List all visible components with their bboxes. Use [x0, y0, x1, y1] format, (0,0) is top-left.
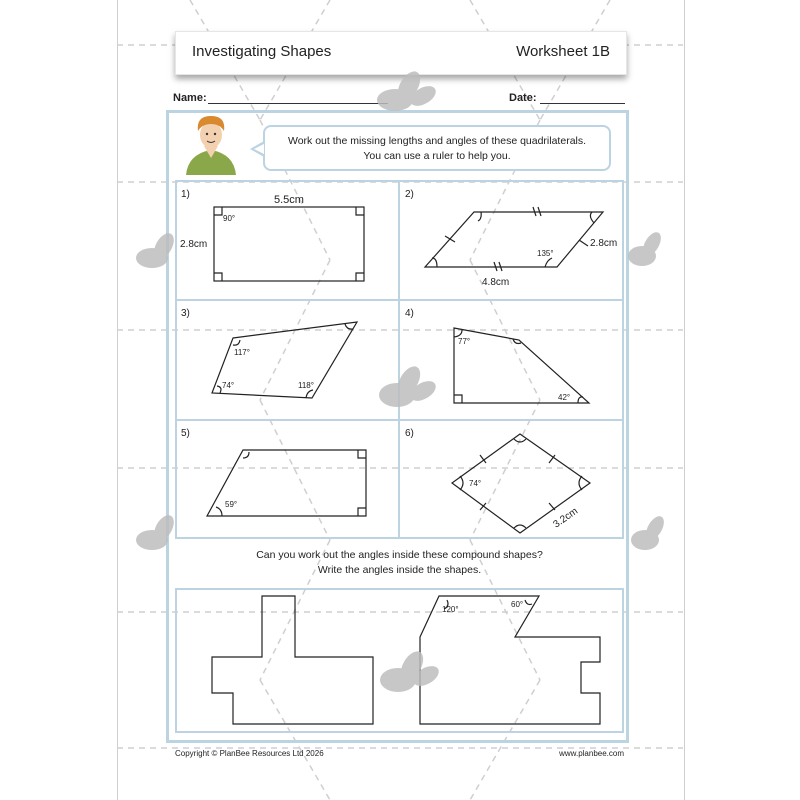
question-4-number: 4) — [405, 308, 414, 319]
q4-angle-1: 77° — [458, 337, 471, 346]
q6-side-length: 3.2cm — [551, 505, 581, 531]
bee-icon — [377, 68, 439, 111]
q1-angle: 90° — [223, 214, 236, 223]
compound-instruction-line-2: Write the angles inside the shapes. — [317, 564, 482, 576]
copyright-text: Copyright © PlanBee Resources Ltd 2026 — [175, 749, 324, 758]
q2-angle: 135° — [537, 249, 554, 258]
date-label: Date: — [509, 92, 537, 104]
q3-angle-1: 117° — [234, 348, 250, 357]
q2-side-length: 2.8cm — [590, 238, 618, 249]
question-2-number: 2) — [405, 189, 414, 200]
q2-bottom-length: 4.8cm — [482, 277, 510, 288]
instruction-line-1: Work out the missing lengths and angles of these quadrilaterals. — [287, 135, 587, 147]
bee-icon — [136, 512, 178, 550]
worksheet-title: Investigating Shapes — [192, 43, 332, 60]
q1-top-length: 5.5cm — [274, 194, 304, 206]
bee-icon — [380, 648, 442, 692]
question-6-number: 6) — [405, 428, 414, 439]
q4-angle-2: 42° — [558, 393, 571, 402]
compound-instruction-line-1: Can you work out the angles inside these compound shapes? — [256, 549, 543, 561]
website-url[interactable]: www.planbee.com — [559, 749, 624, 758]
instruction-line-2: You can use a ruler to help you. — [363, 150, 511, 162]
bee-icon — [628, 229, 665, 266]
q3-angle-2: 74° — [222, 381, 235, 390]
bee-icon — [379, 363, 439, 407]
compound-angle-2: 60° — [511, 600, 524, 609]
question-3-number: 3) — [181, 308, 190, 319]
name-label: Name: — [173, 92, 207, 104]
question-5-number: 5) — [181, 428, 190, 439]
compound-angle-1: 120° — [442, 605, 459, 614]
question-1-number: 1) — [181, 189, 190, 200]
q6-angle: 74° — [469, 479, 482, 488]
bee-icon — [631, 513, 668, 550]
bee-icon — [136, 230, 178, 268]
q5-angle: 59° — [225, 500, 238, 509]
q3-angle-3: 118° — [298, 381, 314, 390]
q1-side-length: 2.8cm — [180, 239, 208, 250]
worksheet-number: Worksheet 1B — [516, 43, 610, 60]
